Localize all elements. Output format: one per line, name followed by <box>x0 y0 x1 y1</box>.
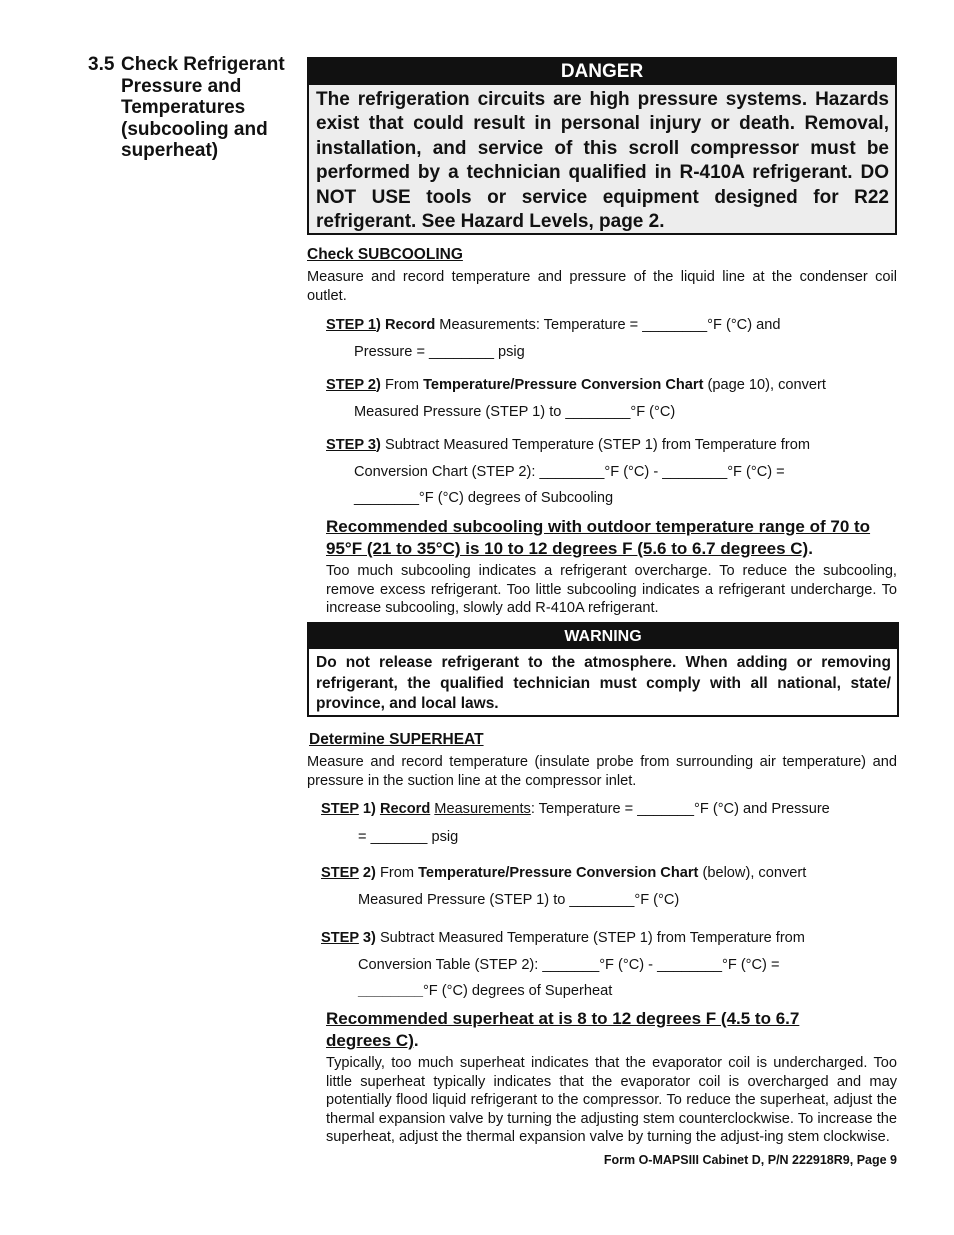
subcooling-intro: Measure and record temperature and pressure of the liquid line at the condenser coil outlet. <box>307 269 897 304</box>
section-title: Check Refrigerant Pressure and Temperatures (subcooling and superheat) <box>121 54 285 161</box>
superheat-note: Typically, too much superheat indicates that the evaporator coil is undercharged. Too little superheat typically indicates that the evaporator coil is overcharged and may potentially flood liquid refrigerant to the compressor. To reduce the superheat, adjust the thermal expansion valve by turning the adjusting stem counterclockwise. To increase the superheat, adjust the thermal expansion valve by turning the adjust-ing stem clockwise. <box>326 1055 897 1145</box>
danger-box <box>307 57 897 235</box>
step-label: STEP 2 <box>326 377 377 393</box>
superheat-intro: Measure and record temperature (insulate probe from surrounding air temperature) and pressure in the suction line at the compressor inlet. <box>307 754 897 789</box>
blank-field: ________ <box>358 983 423 999</box>
subcooling-recommended: Recommended subcooling with outdoor temperature range of 70 to 95°F (21 to 35°C) is 10 to 12 degrees F (5.6 to 6.7 degrees C). <box>326 517 871 558</box>
step-label: STEP <box>321 801 359 817</box>
subcooling-note: Too much subcooling indicates a refrigerant overcharge. To reduce the subcooling, remove excess refrigerant. Too little subcooling indicates a refrigerant undercharge. To increase subcooling, slowly add R-410A refrigerant. <box>326 563 897 616</box>
subcooling-step3-line1: STEP 3) Subtract Measured Temperature (STEP 1) from Temperature from <box>326 437 810 453</box>
superheat-heading: Determine SUPERHEAT <box>309 731 484 748</box>
superheat-step3-line2: Conversion Table (STEP 2): _______°F (°C) - ________°F (°C) = <box>358 957 780 973</box>
section-number: 3.5 <box>88 54 115 75</box>
subcooling-heading: Check SUBCOOLING <box>307 246 463 263</box>
superheat-step3-line1: STEP 3) Subtract Measured Temperature (STEP 1) from Temperature from <box>321 930 805 946</box>
warning-heading: WARNING <box>309 624 897 649</box>
subcooling-step2-line1: STEP 2) From Temperature/Pressure Conversion Chart (page 10), convert <box>326 377 826 393</box>
danger-heading: DANGER <box>309 59 895 85</box>
subcooling-step3-line2: Conversion Chart (STEP 2): ________°F (°C) - ________°F (°C) = <box>354 464 785 480</box>
step-label: STEP <box>321 930 359 946</box>
page-footer: Form O-MAPSIII Cabinet D, P/N 222918R9, Page 9 <box>603 1153 897 1167</box>
subcooling-step3-line3: ________°F (°C) degrees of Subcooling <box>354 490 614 506</box>
warning-text: Do not release refrigerant to the atmosphere. When adding or removing refrigerant, the qualified technician must comply with all national, state/ province, and local laws. <box>309 649 897 715</box>
superheat-step3-line3: ________°F (°C) degrees of Superheat <box>358 983 613 999</box>
subcooling-step2-line2: Measured Pressure (STEP 1) to ________°F (°C) <box>354 404 676 420</box>
subcooling-step1-line2: Pressure = ________ psig <box>354 344 525 360</box>
superheat-step2-line1: STEP 2) From Temperature/Pressure Conversion Chart (below), convert <box>321 865 807 881</box>
superheat-step2-line2: Measured Pressure (STEP 1) to ________°F (°C) <box>358 892 680 908</box>
danger-text: The refrigeration circuits are high pressure systems. Hazards exist that could result in personal injury or death. Removal, installation, and service of this scroll compressor must be performed by a technician qualified in R-410A refrigerant. DO NOT USE tools or service equipment designed for R22 refrigerant. See Hazard Levels, page 2. <box>309 85 895 233</box>
warning-box <box>307 622 899 717</box>
subcooling-step1-line1: STEP 1) Record Measurements: Temperature = ________°F (°C) and <box>326 317 781 333</box>
step-label: STEP 3 <box>326 437 377 453</box>
step-label: STEP <box>321 865 359 881</box>
superheat-step1-line1: STEP 1) Record Measurements: Temperature = _______°F (°C) and Pressure <box>321 801 830 817</box>
superheat-recommended: Recommended superheat at is 8 to 12 degrees F (4.5 to 6.7 degrees C). <box>326 1009 800 1050</box>
step-label: STEP 1 <box>326 317 377 333</box>
superheat-step1-line2: = _______ psig <box>358 829 459 845</box>
